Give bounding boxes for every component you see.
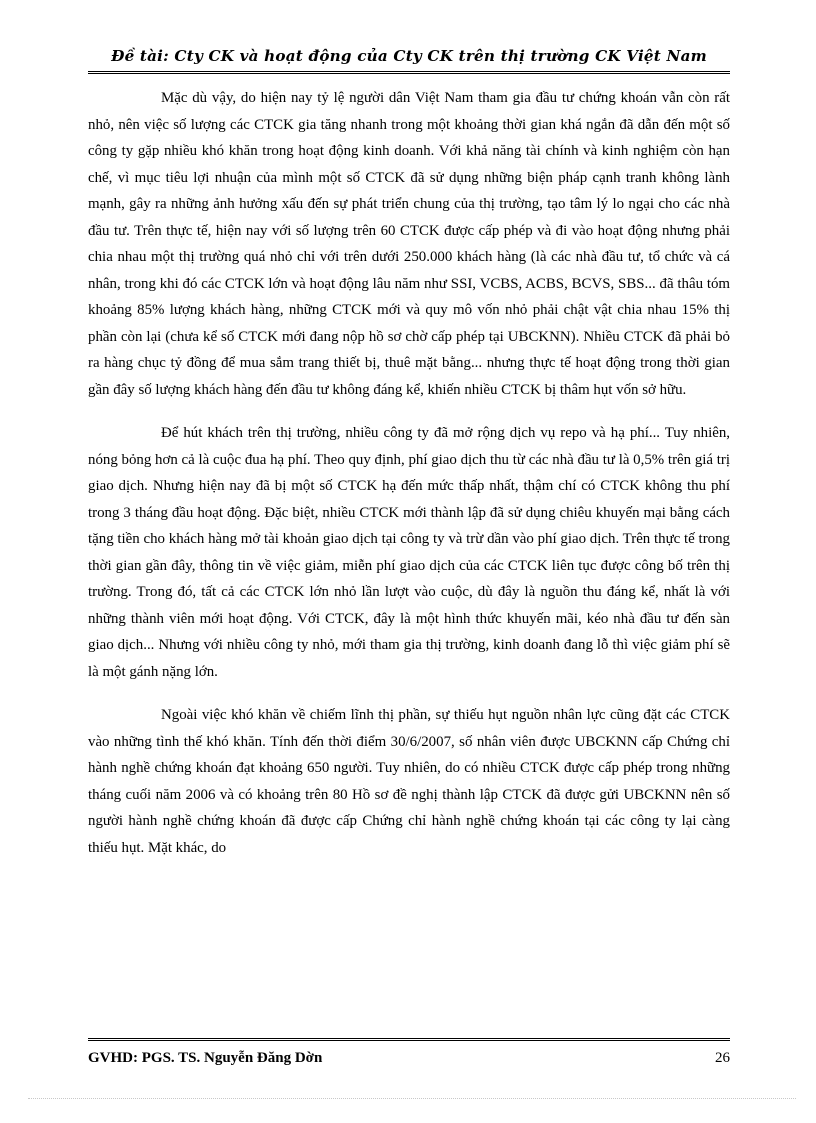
- document-page: [88, 36, 730, 1076]
- header-title: Đề tài: Cty CK và hoạt động của Cty CK trên thị trường CK Việt Nam: [111, 47, 707, 65]
- document-body: [88, 74, 730, 878]
- page-number: 26: [715, 1050, 730, 1066]
- paragraph-3: Ngoài việc khó khăn về chiếm lĩnh thị phần, sự thiếu hụt nguồn nhân lực cũng đặt các CTCK vào những tình thế khó khăn. Tính đến thời điểm 30/6/2007, số nhân viên được UBCKNN cấp Chứng chỉ hành nghề chứng khoán đạt khoảng 650 người. Tuy nhiên, do có nhiều CTCK được cấp phép trong những tháng cuối năm 2006 và có khoảng trên 80 Hồ sơ đề nghị thành lập CTCK đã được gửi UBCKNN nên số người hành nghề chứng khoán đã được cấp Chứng chỉ hành nghề chứng khoán tại các công ty lại càng thiếu hụt. Mặt khác, do: [88, 707, 730, 856]
- bottom-divider: [28, 1098, 796, 1099]
- page-header: [88, 36, 730, 74]
- page-footer: [88, 1038, 730, 1076]
- paragraph-1: Mặc dù vậy, do hiện nay tỷ lệ người dân Việt Nam tham gia đầu tư chứng khoán vẫn còn rất nhỏ, nên việc số lượng các CTCK gia tăng nhanh trong một khoảng thời gian khá ngắn đã dẫn đến một số công ty gặp nhiều khó khăn trong hoạt động kinh doanh. Với khả năng tài chính và kinh nghiệm còn hạn chế, vì mục tiêu lợi nhuận của mình một số CTCK đã sử dụng những biện pháp cạnh tranh không lành mạnh, gây ra những ảnh hưởng xấu đến sự phát triển chung của thị trường, tạo tâm lý lo ngại cho các nhà đầu tư. Trên thực tế, hiện nay với số lượng trên 60 CTCK được cấp phép và đi vào hoạt động nhưng phải chia nhau một thị trường quá nhỏ chỉ với trên dưới 250.000 khách hàng (là các nhà đầu tư, tổ chức và cá nhân, trong khi đó các CTCK lớn và hoạt động lâu năm như SSI, VCBS, ACBS, BCVS, SBS... đã thâu tóm khoảng 85% lượng khách hàng, những CTCK mới và quy mô vốn nhỏ phải chật vật chia nhau 15% thị phần còn lại (chưa kể số CTCK mới đang nộp hồ sơ chờ cấp phép tại UBCKNN). Nhiều CTCK đã phải bỏ ra hàng chục tỷ đồng để mua sắm trang thiết bị, thuê mặt bằng... nhưng thực tế hoạt động trong thời gian gần đây số lượng khách hàng đến đầu tư không đáng kể, khiến nhiều CTCK bị thâm hụt vốn sở hữu.: [88, 90, 730, 398]
- paragraph-2: Để hút khách trên thị trường, nhiều công ty đã mở rộng dịch vụ repo và hạ phí... Tuy nhiên, nóng bỏng hơn cả là cuộc đua hạ phí. Theo quy định, phí giao dịch thu từ các nhà đầu tư là 0,5% trên giá trị giao dịch. Nhưng hiện nay đã bị một số CTCK hạ đến mức thấp nhất, thậm chí có CTCK không thu phí trong 3 tháng đầu hoạt động. Đặc biệt, nhiều CTCK mới thành lập đã sử dụng chiêu khuyến mại bằng cách tặng tiền cho khách hàng mở tài khoản giao dịch tại công ty và trừ dần vào phí giao dịch. Trên thực tế trong thời gian gần đây, thông tin về việc giảm, miễn phí giao dịch của các CTCK liên tục được công bố trên thị trường. Trong đó, tất cả các CTCK lớn nhỏ lần lượt vào cuộc, dù đây là nguồn thu đáng kể, nhất là với những thành viên mới hoạt động. Với CTCK, đây là một hình thức khuyến mãi, kéo nhà đầu tư đến sàn giao dịch... Nhưng với nhiều công ty nhỏ, mới tham gia thị trường, kinh doanh đang lỗ thì việc giảm phí sẽ là một gánh nặng lớn.: [88, 425, 730, 680]
- footer-advisor: GVHD: PGS. TS. Nguyễn Đăng Dờn: [88, 1050, 323, 1066]
